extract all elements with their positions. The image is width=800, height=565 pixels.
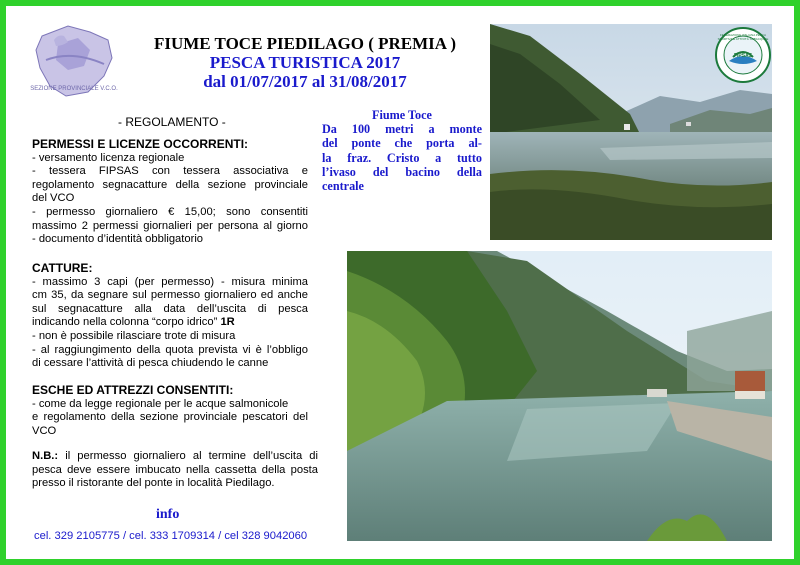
title-dates: dal 01/07/2017 al 31/08/2017	[203, 72, 407, 91]
catture-line: cm 35, da segnare sul permesso giornaliero ed anche	[32, 289, 308, 302]
corpo-idrico-code: 1R	[220, 316, 235, 329]
nb-text: il permesso giornaliero al termine dell’uscita di	[65, 450, 319, 462]
fiume-note-line: centrale	[322, 179, 364, 194]
section-logo-text: SEZIONE PROVINCIALE V.C.O.	[30, 86, 118, 92]
fiume-note-title: Fiume Toce	[372, 108, 432, 122]
fiume-note-line: l’ivaso del bacino della	[322, 164, 482, 179]
catture-line: - al raggiungimento della quota prevista vi è l’obbligo	[32, 343, 308, 356]
permessi-line: - versamento licenza regionale	[32, 151, 185, 164]
catture-section	[32, 262, 308, 371]
contact-numbers: cel. 329 2105775 / cel. 333 1709314 / cel 328 9042060	[34, 530, 308, 542]
nb-section	[32, 450, 318, 491]
river-photo	[347, 251, 772, 541]
permessi-line: - tessera FIPSAS con tessera associativa e	[32, 165, 308, 178]
fipsas-logo-text: FEDERAZIONE ITALIANA PESCA SPORTIVA E ATTIVITÀ SUBACQUEE	[717, 33, 769, 41]
catture-line: - non è possibile rilasciare trote di misura	[32, 329, 236, 342]
info-title: info	[156, 507, 180, 522]
nb-label: N.B.:	[32, 450, 59, 462]
fiume-note-line: del ponte che porta al-	[322, 136, 482, 151]
fiume-note-line: la fraz. Cristo a tutto	[322, 150, 482, 165]
title-river: FIUME TOCE PIEDILAGO ( PREMIA )	[153, 34, 457, 53]
catture-line-corpo-idrico	[32, 316, 308, 330]
title-event: PESCA TURISTICA 2017	[209, 53, 401, 72]
esche-heading: ESCHE ED ATTREZZI CONSENTITI:	[32, 383, 234, 397]
permessi-section	[32, 138, 308, 247]
esche-line: e regolamento della sezione provinciale pescatori del	[32, 411, 308, 424]
regolamento-title: - REGOLAMENTO -	[118, 115, 226, 129]
permessi-line: - permesso giornaliero € 15,00; sono consentiti	[32, 205, 308, 218]
catture-line: indicando nella colonna “corpo idrico”	[32, 316, 218, 329]
nb-line: pesca deve essere imbucato nella cassetta della posta	[32, 463, 318, 476]
catture-line: sul segnacatture alla data dell’uscita di pesca	[32, 302, 308, 315]
fipsas-logo	[715, 27, 771, 83]
section-logo	[28, 20, 120, 100]
nb-line: presso il ristorante del ponte in località Piedilago.	[32, 477, 275, 490]
fipsas-logo-acronym: FIPSAS	[733, 53, 753, 59]
catture-line: - massimo 3 capi (per permesso) - misura minima	[32, 275, 308, 288]
permessi-line: del VCO	[32, 192, 75, 205]
permessi-line: regolamento segnacatture della sezione provinciale	[32, 178, 308, 191]
permessi-heading: PERMESSI E LICENZE OCCORRENTI:	[32, 137, 249, 151]
permessi-line: - documento d’identità obbligatorio	[32, 233, 204, 246]
catture-line: di cessare l’attività di pesca chiudendo le canne	[32, 357, 269, 370]
esche-line: - come da legge regionale per le acque salmonicole	[32, 397, 289, 410]
nb-line	[32, 450, 318, 464]
fiume-note	[322, 108, 482, 193]
catture-heading: CATTURE:	[32, 261, 93, 275]
esche-line: VCO	[32, 424, 57, 437]
esche-section	[32, 384, 308, 438]
permessi-line: massimo 2 permessi giornalieri per persona al giorno	[32, 219, 308, 232]
fiume-note-line: Da 100 metri a monte	[322, 122, 482, 137]
